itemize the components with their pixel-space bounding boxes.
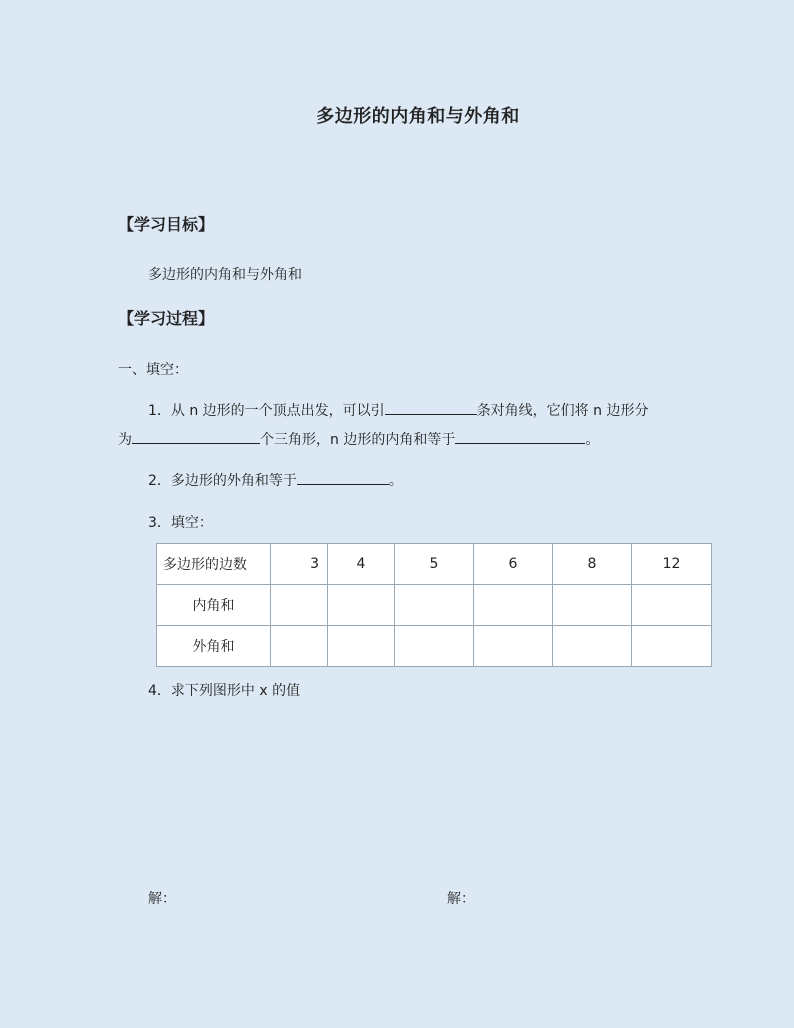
table-row-exterior — [157, 626, 712, 667]
table-cell-sides: 8 — [553, 544, 632, 585]
table-input-cell[interactable] — [474, 585, 553, 626]
table-input-cell[interactable] — [328, 626, 395, 667]
table-row-sides — [157, 544, 712, 585]
table-cell-sides: 5 — [395, 544, 474, 585]
process-header: 【学习过程】 — [118, 309, 215, 328]
question-1-line-1 — [148, 400, 648, 420]
part1-label: 一、填空： — [118, 362, 188, 378]
table-header-sides: 多边形的边数 — [157, 544, 271, 585]
q1-blank-triangles[interactable] — [132, 429, 260, 444]
table-cell-sides: 6 — [474, 544, 553, 585]
table-cell-sides: 3 — [271, 544, 328, 585]
table-input-cell[interactable] — [271, 626, 328, 667]
answer-label-left: 解： — [148, 891, 176, 907]
objective-header: 【学习目标】 — [118, 215, 215, 234]
table-input-cell[interactable] — [328, 585, 395, 626]
table-cell-sides: 12 — [632, 544, 712, 585]
table-row-interior — [157, 585, 712, 626]
table-input-cell[interactable] — [474, 626, 553, 667]
table-header-exterior: 外角和 — [157, 626, 271, 667]
q2-blank-exterior-sum[interactable] — [297, 470, 389, 485]
q1-line2-mid: 个三角形，n 边形的内角和等于 — [260, 432, 456, 448]
question-1-line-2 — [118, 429, 599, 449]
q1-blank-interior-sum[interactable] — [455, 429, 585, 444]
table-input-cell[interactable] — [553, 626, 632, 667]
table-header-interior: 内角和 — [157, 585, 271, 626]
table-input-cell[interactable] — [632, 585, 712, 626]
q1-line2-prefix: 为 — [118, 432, 132, 448]
objective-text: 多边形的内角和与外角和 — [148, 267, 302, 283]
question-3-label: 3．填空： — [148, 515, 213, 531]
q1-line2-end: 。 — [585, 432, 600, 448]
table-input-cell[interactable] — [553, 585, 632, 626]
table-cell-sides: 4 — [328, 544, 395, 585]
table-input-cell[interactable] — [271, 585, 328, 626]
polygon-angle-table — [156, 543, 712, 667]
q2-end: 。 — [388, 473, 403, 489]
table-input-cell[interactable] — [395, 585, 474, 626]
question-2 — [148, 470, 403, 490]
answer-label-right: 解： — [447, 891, 475, 907]
table-input-cell[interactable] — [395, 626, 474, 667]
table-input-cell[interactable] — [632, 626, 712, 667]
q1-prefix: 1．从 n 边形的一个顶点出发，可以引 — [148, 403, 385, 419]
q2-prefix: 2．多边形的外角和等于 — [148, 473, 297, 489]
question-4-label: 4．求下列图形中 x 的值 — [148, 683, 301, 699]
page-title: 多边形的内角和与外角和 — [316, 106, 520, 127]
q1-mid: 条对角线，它们将 n 边形分 — [476, 403, 649, 419]
q1-blank-diagonals[interactable] — [385, 400, 477, 415]
